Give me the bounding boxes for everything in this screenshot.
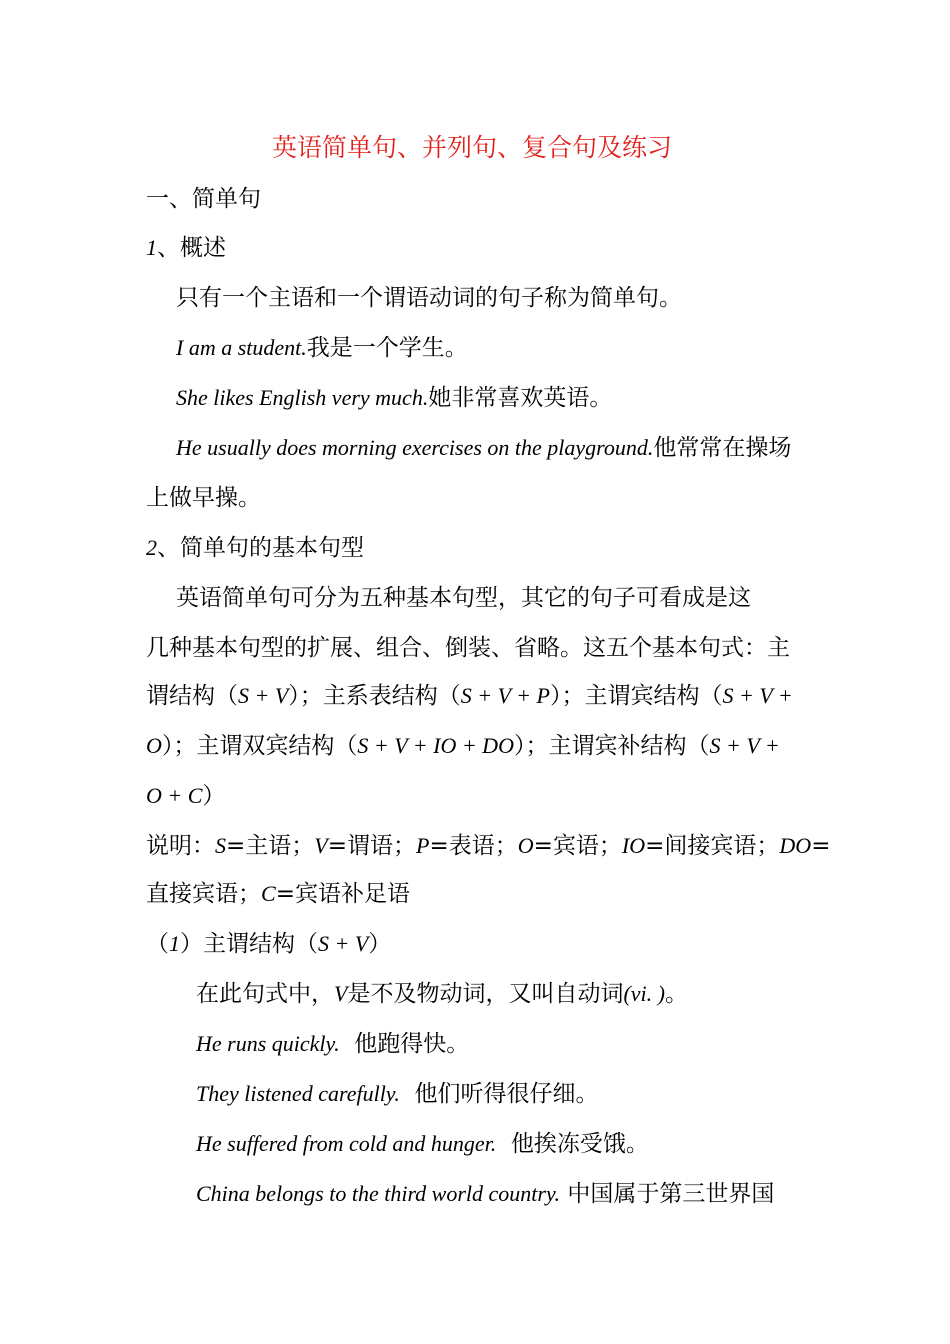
formula: S + V: [238, 683, 289, 708]
example-1: [176, 333, 468, 363]
example-chinese: 他跑得快。: [354, 1031, 470, 1057]
text: 说明：: [146, 833, 215, 859]
text: =谓语；: [327, 833, 417, 859]
subheading-overview: [146, 233, 226, 263]
text: 谓结构（: [146, 683, 238, 709]
text: =表语；: [429, 833, 518, 859]
formula: O + C: [146, 783, 203, 808]
symbol: C: [261, 881, 276, 906]
paragraph-line-1: 英语简单句可分为五种基本句型，其它的句子可看成是这: [176, 585, 751, 611]
note-line-2: [146, 879, 410, 909]
formula: S + V +: [709, 733, 780, 758]
formula: S + V + P: [460, 683, 550, 708]
example-3-chinese: 他常常在操场: [653, 435, 792, 461]
text: 是不及物动词，又叫自动词: [347, 981, 624, 1007]
text: ）；主谓双宾结构（: [161, 733, 358, 759]
example-2-chinese: 她非常喜欢英语。: [428, 385, 613, 411]
text: 在此句式中，: [196, 981, 334, 1007]
subheading-text: 、概述: [157, 235, 226, 261]
formula: S + V + IO + DO: [357, 733, 514, 758]
formula: O: [146, 733, 162, 758]
pattern-1-description: [196, 979, 688, 1009]
subheading-number: 1: [146, 235, 157, 260]
text: =: [811, 833, 831, 859]
example-1-english: I am a student.: [176, 335, 307, 360]
number: 1: [169, 931, 180, 956]
pattern-1-example-4: [196, 1179, 774, 1209]
text: =宾语补足语: [275, 881, 410, 907]
note-line-1: [146, 831, 830, 861]
formula: S + V +: [722, 683, 793, 708]
subheading-text: 、简单句的基本句型: [157, 535, 364, 561]
symbol: IO: [621, 833, 646, 858]
formula: S + V: [318, 931, 369, 956]
example-english: He runs quickly.: [196, 1031, 340, 1056]
text: ）；主系表结构（: [288, 683, 461, 709]
symbol: O: [517, 833, 534, 858]
pattern-1-example-2: [196, 1079, 598, 1109]
example-2-english: She likes English very much.: [176, 385, 429, 410]
pattern-1-example-3: [196, 1129, 649, 1159]
page-title: 英语简单句、并列句、复合句及练习: [272, 133, 673, 162]
symbol: DO: [779, 833, 812, 858]
text: =主语；: [226, 833, 315, 859]
definition-text: 只有一个主语和一个谓语动词的句子称为简单句。: [176, 285, 682, 311]
symbol: V: [314, 833, 328, 858]
example-english: They listened carefully.: [196, 1081, 400, 1106]
subheading-basic-patterns: [146, 533, 364, 563]
text: =间接宾语；: [645, 833, 780, 859]
example-english: China belongs to the third world country.: [196, 1181, 561, 1206]
example-2: [176, 383, 612, 413]
paragraph-line-3: [146, 681, 793, 711]
section-heading-simple-sentence: 一、简单句: [146, 186, 261, 212]
text: =宾语；: [533, 833, 622, 859]
paragraph-line-5: [146, 781, 225, 811]
text: 直接宾语；: [146, 881, 261, 907]
symbol: S: [215, 833, 226, 858]
text: ）主谓结构（: [180, 931, 318, 957]
paragraph-line-4: [146, 731, 780, 761]
example-3-english: He usually does morning exercises on the playground.: [176, 435, 654, 460]
text: ）；主谓宾结构（: [549, 683, 723, 709]
text: ）: [202, 783, 226, 809]
example-1-chinese: 我是一个学生。: [306, 335, 468, 361]
example-3-continued: 上做早操。: [146, 485, 261, 511]
text: ）；主谓宾补结构（: [513, 733, 710, 759]
abbreviation: (vi. ): [623, 981, 665, 1006]
pattern-1-example-1: [196, 1029, 469, 1059]
text: 。: [664, 981, 688, 1007]
subheading-number: 2: [146, 535, 157, 560]
example-3: [176, 433, 791, 463]
symbol: P: [416, 833, 430, 858]
example-english: He suffered from cold and hunger.: [196, 1131, 497, 1156]
example-chinese: 他们听得很仔细。: [414, 1081, 599, 1107]
text: ）: [368, 931, 392, 957]
example-chinese: 他挨冻受饿。: [510, 1131, 649, 1157]
text: （: [146, 931, 169, 957]
symbol: V: [334, 981, 348, 1006]
pattern-1-heading: [146, 929, 391, 959]
paragraph-line-2: 几种基本句型的扩展、组合、倒装、省略。这五个基本句式：主: [146, 635, 790, 661]
example-chinese: 中国属于第三世界国: [567, 1181, 775, 1207]
